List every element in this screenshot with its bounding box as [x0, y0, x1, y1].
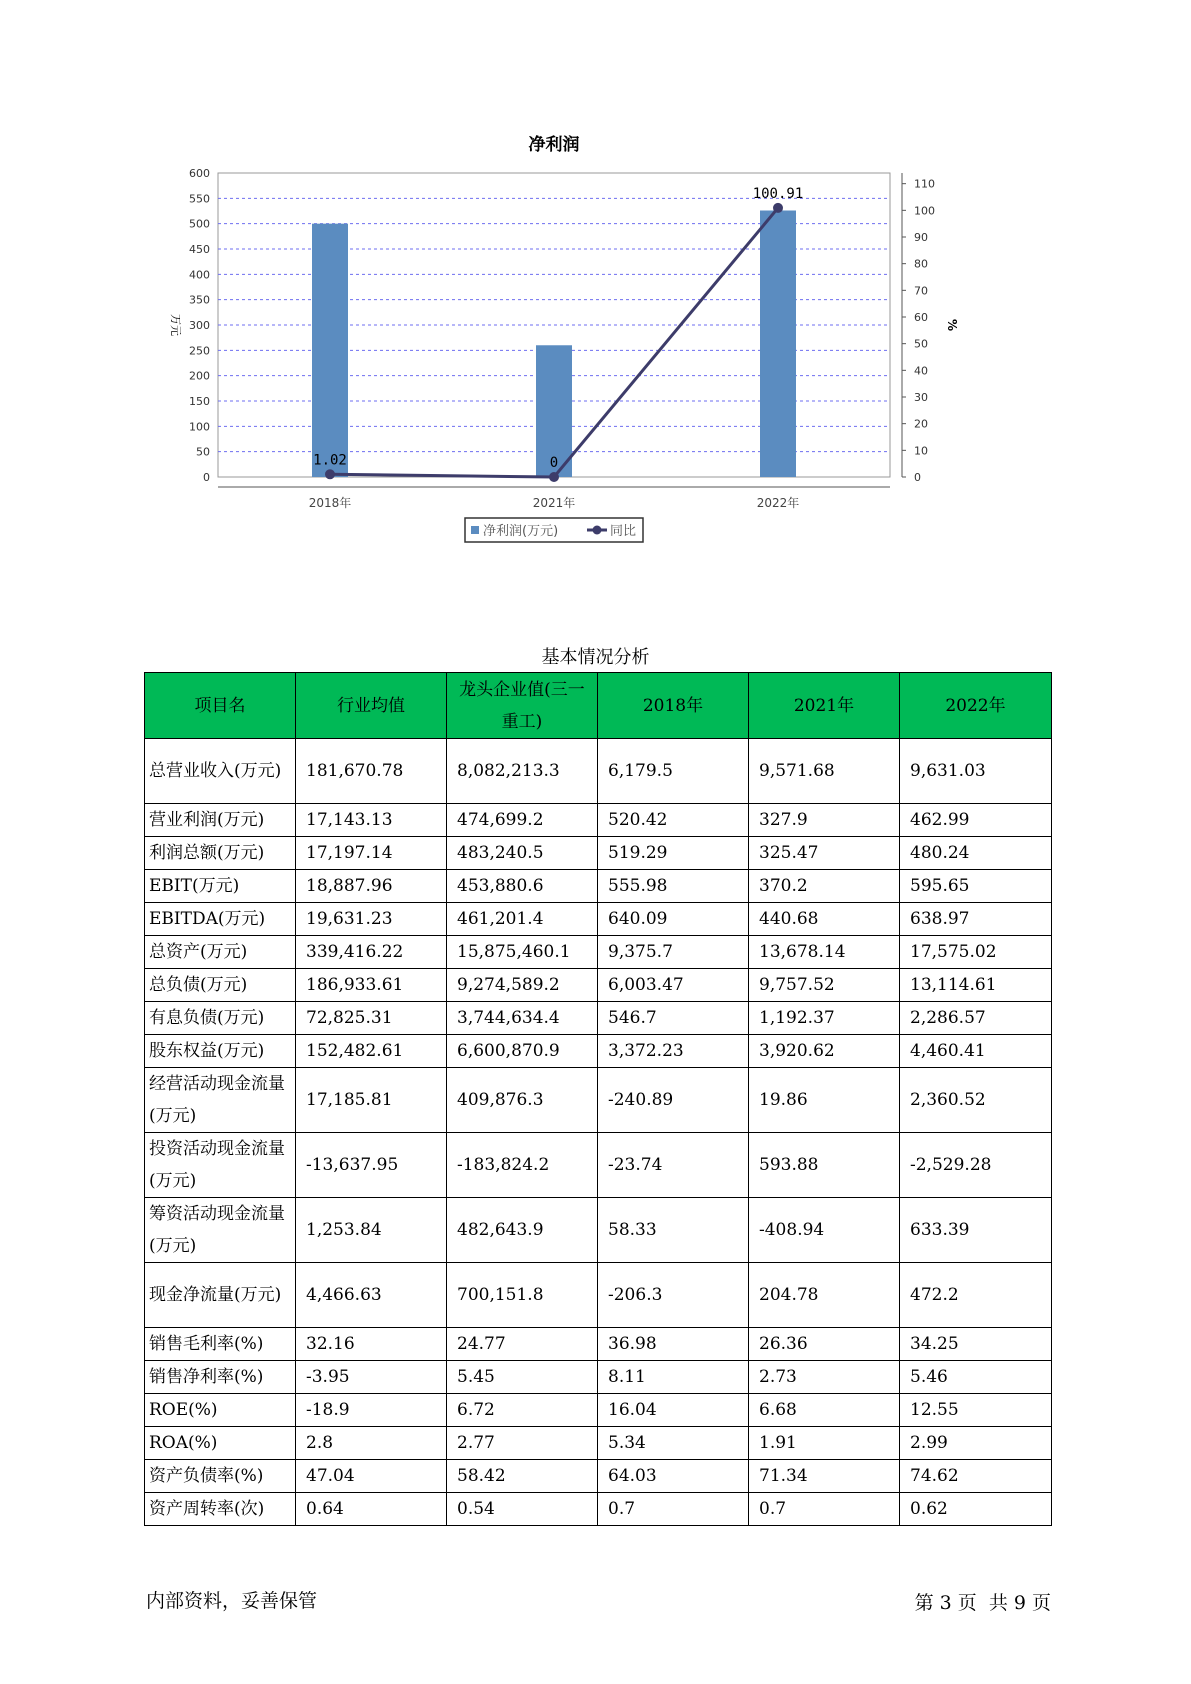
- value-cell: -240.89: [598, 1068, 749, 1133]
- chart-canvas: [150, 130, 1050, 600]
- value-cell: 72,825.31: [296, 1002, 447, 1035]
- row-label-cell: ROE(%): [145, 1394, 296, 1427]
- y-tick-label: 400: [189, 268, 210, 282]
- value-cell: 19,631.23: [296, 903, 447, 936]
- row-label-cell: 经营活动现金流量(万元): [145, 1068, 296, 1133]
- x-tick-label: 2021年: [532, 496, 576, 510]
- value-cell: 483,240.5: [447, 837, 598, 870]
- row-label-cell: 投资活动现金流量(万元): [145, 1133, 296, 1198]
- value-cell: -13,637.95: [296, 1133, 447, 1198]
- value-cell: 204.78: [749, 1263, 900, 1328]
- table-row: [145, 837, 1052, 870]
- table-row: [145, 1394, 1052, 1427]
- table-row: [145, 1361, 1052, 1394]
- y2-tick-label: 40: [914, 364, 928, 378]
- y2-tick-label: 30: [914, 391, 928, 404]
- value-cell: 26.36: [749, 1328, 900, 1361]
- y2-tick-label: 0: [914, 471, 921, 484]
- value-cell: 6.68: [749, 1394, 900, 1427]
- yoy-point: [773, 203, 783, 213]
- row-label-cell: 总资产(万元): [145, 936, 296, 969]
- value-cell: 546.7: [598, 1002, 749, 1035]
- value-cell: 18,887.96: [296, 870, 447, 903]
- table-row: [145, 1002, 1052, 1035]
- value-cell: 519.29: [598, 837, 749, 870]
- row-label-cell: 股东权益(万元): [145, 1035, 296, 1068]
- x-tick-label: 2022年: [756, 496, 800, 510]
- value-cell: 6,600,870.9: [447, 1035, 598, 1068]
- row-label-cell: 资产周转率(次): [145, 1493, 296, 1526]
- value-cell: 474,699.2: [447, 804, 598, 837]
- value-cell: 8.11: [598, 1361, 749, 1394]
- value-cell: 2.73: [749, 1361, 900, 1394]
- row-label-cell: 现金净流量(万元): [145, 1263, 296, 1328]
- value-cell: 595.65: [900, 870, 1052, 903]
- value-cell: 480.24: [900, 837, 1052, 870]
- y-tick-label: 300: [189, 319, 210, 332]
- table-row: [145, 870, 1052, 903]
- header-cell: 2018年: [598, 673, 749, 739]
- row-label-cell: 销售净利率(%): [145, 1361, 296, 1394]
- yoy-data-label: 0: [549, 455, 559, 471]
- value-cell: 34.25: [900, 1328, 1052, 1361]
- value-cell: 5.34: [598, 1427, 749, 1460]
- value-cell: 186,933.61: [296, 969, 447, 1002]
- y2-tick-label: 20: [914, 417, 928, 431]
- table-row: [145, 1198, 1052, 1263]
- y-tick-label: 150: [189, 395, 210, 408]
- table-header-row: [145, 673, 1052, 739]
- value-cell: 32.16: [296, 1328, 447, 1361]
- value-cell: -2,529.28: [900, 1133, 1052, 1198]
- y2-tick-label: 110: [914, 177, 935, 191]
- value-cell: 74.62: [900, 1460, 1052, 1493]
- row-label-cell: 筹资活动现金流量(万元): [145, 1198, 296, 1263]
- y2-tick-label: 70: [914, 284, 928, 298]
- value-cell: 2.8: [296, 1427, 447, 1460]
- legend-bar-label: 净利润(万元): [483, 524, 559, 539]
- value-cell: 0.64: [296, 1493, 447, 1526]
- y-axis-title: 万元: [169, 314, 182, 336]
- value-cell: 36.98: [598, 1328, 749, 1361]
- y2-tick-label: 80: [914, 257, 928, 271]
- yoy-data-label: 100.91: [752, 185, 804, 202]
- y-tick-label: 0: [203, 471, 210, 484]
- header-cell: 行业均值: [296, 673, 447, 739]
- table-row: [145, 936, 1052, 969]
- table-row: [145, 1493, 1052, 1526]
- value-cell: 13,114.61: [900, 969, 1052, 1002]
- y-tick-label: 500: [189, 217, 210, 231]
- value-cell: 2.77: [447, 1427, 598, 1460]
- value-cell: 1.91: [749, 1427, 900, 1460]
- header-cell: 2021年: [749, 673, 900, 739]
- legend-line-marker: [593, 526, 602, 535]
- value-cell: -408.94: [749, 1198, 900, 1263]
- value-cell: 152,482.61: [296, 1035, 447, 1068]
- bar: [760, 210, 796, 477]
- value-cell: 9,274,589.2: [447, 969, 598, 1002]
- value-cell: 9,757.52: [749, 969, 900, 1002]
- value-cell: 24.77: [447, 1328, 598, 1361]
- footer-confidential-note: 内部资料，妥善保管: [146, 1590, 318, 1612]
- value-cell: 700,151.8: [447, 1263, 598, 1328]
- value-cell: 1,192.37: [749, 1002, 900, 1035]
- value-cell: 3,920.62: [749, 1035, 900, 1068]
- yoy-point: [325, 469, 335, 479]
- value-cell: 181,670.78: [296, 739, 447, 804]
- y-tick-label: 600: [189, 167, 210, 180]
- value-cell: 6,179.5: [598, 739, 749, 804]
- y2-tick-label: 90: [914, 231, 928, 244]
- table-row: [145, 1427, 1052, 1460]
- value-cell: -18.9: [296, 1394, 447, 1427]
- value-cell: 462.99: [900, 804, 1052, 837]
- table-row: [145, 969, 1052, 1002]
- value-cell: 3,372.23: [598, 1035, 749, 1068]
- value-cell: 339,416.22: [296, 936, 447, 969]
- row-label-cell: 营业利润(万元): [145, 804, 296, 837]
- value-cell: 1,253.84: [296, 1198, 447, 1263]
- row-label-cell: EBIT(万元): [145, 870, 296, 903]
- table-row: [145, 1263, 1052, 1328]
- y-tick-label: 200: [189, 369, 210, 383]
- row-label-cell: 总负债(万元): [145, 969, 296, 1002]
- value-cell: 2,286.57: [900, 1002, 1052, 1035]
- value-cell: 9,571.68: [749, 739, 900, 804]
- value-cell: 638.97: [900, 903, 1052, 936]
- table-row: [145, 1460, 1052, 1493]
- value-cell: 409,876.3: [447, 1068, 598, 1133]
- table-row: [145, 1068, 1052, 1133]
- value-cell: 440.68: [749, 903, 900, 936]
- value-cell: 461,201.4: [447, 903, 598, 936]
- y-tick-label: 450: [189, 243, 210, 256]
- value-cell: 13,678.14: [749, 936, 900, 969]
- value-cell: 327.9: [749, 804, 900, 837]
- value-cell: 17,197.14: [296, 837, 447, 870]
- table-row: [145, 1328, 1052, 1361]
- value-cell: 633.39: [900, 1198, 1052, 1263]
- row-label-cell: 销售毛利率(%): [145, 1328, 296, 1361]
- value-cell: -183,824.2: [447, 1133, 598, 1198]
- table-row: [145, 1133, 1052, 1198]
- table-row: [145, 903, 1052, 936]
- value-cell: 0.54: [447, 1493, 598, 1526]
- value-cell: 9,631.03: [900, 739, 1052, 804]
- row-label-cell: ROA(%): [145, 1427, 296, 1460]
- legend-bar-swatch: [471, 526, 479, 534]
- value-cell: 58.42: [447, 1460, 598, 1493]
- value-cell: 555.98: [598, 870, 749, 903]
- value-cell: 520.42: [598, 804, 749, 837]
- value-cell: 4,466.63: [296, 1263, 447, 1328]
- value-cell: 15,875,460.1: [447, 936, 598, 969]
- value-cell: 482,643.9: [447, 1198, 598, 1263]
- net-profit-chart: [150, 130, 1050, 600]
- y-tick-label: 100: [189, 420, 210, 434]
- y-tick-label: 550: [189, 192, 210, 206]
- legend-line-label: 同比: [610, 524, 637, 539]
- x-tick-label: 2018年: [308, 496, 352, 510]
- row-label-cell: EBITDA(万元): [145, 903, 296, 936]
- y-tick-label: 250: [189, 344, 210, 358]
- value-cell: 4,460.41: [900, 1035, 1052, 1068]
- value-cell: 64.03: [598, 1460, 749, 1493]
- value-cell: 8,082,213.3: [447, 739, 598, 804]
- value-cell: -206.3: [598, 1263, 749, 1328]
- row-label-cell: 资产负债率(%): [145, 1460, 296, 1493]
- table-row: [145, 739, 1052, 804]
- value-cell: 5.45: [447, 1361, 598, 1394]
- header-cell: 龙头企业值(三一重工): [447, 673, 598, 739]
- value-cell: 9,375.7: [598, 936, 749, 969]
- value-cell: 17,575.02: [900, 936, 1052, 969]
- value-cell: 640.09: [598, 903, 749, 936]
- value-cell: 16.04: [598, 1394, 749, 1427]
- table-row: [145, 1035, 1052, 1068]
- bar: [312, 224, 348, 477]
- value-cell: 17,185.81: [296, 1068, 447, 1133]
- yoy-point: [549, 472, 559, 482]
- value-cell: 71.34: [749, 1460, 900, 1493]
- row-label-cell: 有息负债(万元): [145, 1002, 296, 1035]
- value-cell: 5.46: [900, 1361, 1052, 1394]
- value-cell: 325.47: [749, 837, 900, 870]
- value-cell: 453,880.6: [447, 870, 598, 903]
- value-cell: -3.95: [296, 1361, 447, 1394]
- chart-title: 净利润: [528, 135, 580, 155]
- value-cell: 3,744,634.4: [447, 1002, 598, 1035]
- y2-axis-title: %: [945, 318, 959, 332]
- yoy-data-label: 1.02: [313, 452, 347, 469]
- y2-tick-label: 100: [914, 204, 935, 218]
- value-cell: 6,003.47: [598, 969, 749, 1002]
- value-cell: 47.04: [296, 1460, 447, 1493]
- table-caption: 基本情况分析: [541, 647, 650, 668]
- y2-tick-label: 60: [914, 311, 928, 324]
- value-cell: 0.62: [900, 1493, 1052, 1526]
- y-tick-label: 50: [196, 445, 210, 459]
- value-cell: 593.88: [749, 1133, 900, 1198]
- value-cell: 370.2: [749, 870, 900, 903]
- header-cell: 项目名: [145, 673, 296, 739]
- value-cell: 17,143.13: [296, 804, 447, 837]
- footer-page-number: 第 3 页 共 9 页: [914, 1592, 1051, 1614]
- y2-tick-label: 50: [914, 337, 928, 351]
- basic-analysis-table: [144, 672, 1052, 1526]
- value-cell: 2.99: [900, 1427, 1052, 1460]
- table-row: [145, 804, 1052, 837]
- value-cell: 2,360.52: [900, 1068, 1052, 1133]
- value-cell: -23.74: [598, 1133, 749, 1198]
- row-label-cell: 总营业收入(万元): [145, 739, 296, 804]
- value-cell: 12.55: [900, 1394, 1052, 1427]
- y-tick-label: 350: [189, 293, 210, 307]
- value-cell: 58.33: [598, 1198, 749, 1263]
- value-cell: 19.86: [749, 1068, 900, 1133]
- value-cell: 6.72: [447, 1394, 598, 1427]
- value-cell: 0.7: [598, 1493, 749, 1526]
- header-cell: 2022年: [900, 673, 1052, 739]
- value-cell: 472.2: [900, 1263, 1052, 1328]
- row-label-cell: 利润总额(万元): [145, 837, 296, 870]
- value-cell: 0.7: [749, 1493, 900, 1526]
- y2-tick-label: 10: [914, 444, 928, 458]
